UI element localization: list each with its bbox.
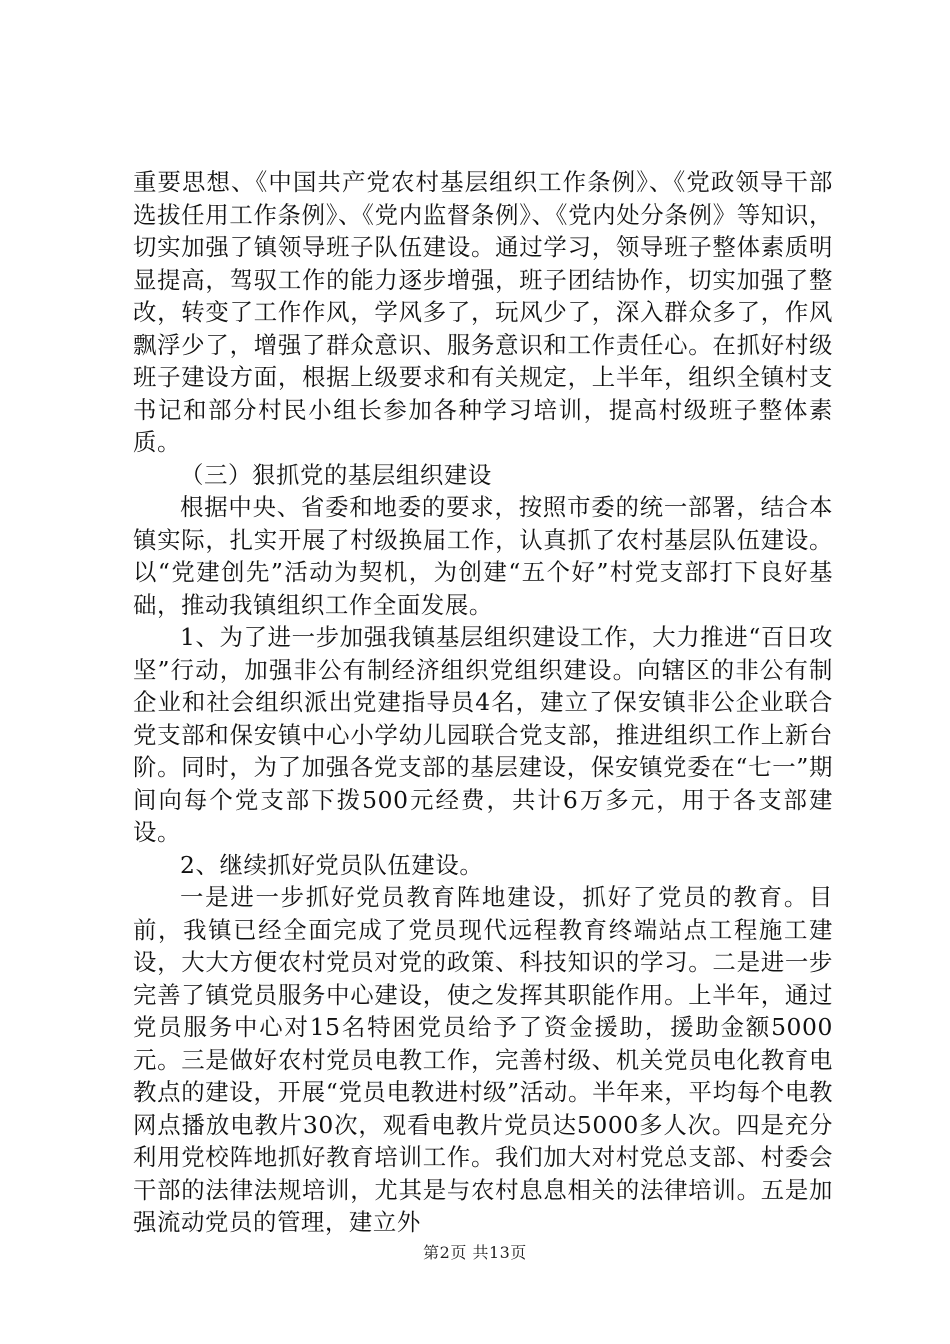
paragraph-5: 一是进一步抓好党员教育阵地建设，抓好了党员的教育。目前，我镇已经全面完成了党员现代远程教育终端站点工程施工建设，大大方便农村党员对党的政策、科技知识的学习。二是进一步完善了镇党员服务中心建设，使之发挥其职能作用。上半年，通过党员服务中心对15名特困党员给予了资金援助，援助金额5000元。三是做好农村党员电教工作，完善村级、机关党员电化教育电教点的建设，开展“党员电教进村级”活动。半年来，平均每个电教网点播放电教片30次，观看电教片党员达5000多人次。四是充分利用党校阵地抓好教育培训工作。我们加大对村党总支部、村委会干部的法律法规培训，尤其是与农村息息相关的法律培训。五是加强流动党员的管理，建立外: [133, 883, 833, 1236]
paragraph-2: 根据中央、省委和地委的要求，按照市委的统一部署，结合本镇实际，扎实开展了村级换届工作，认真抓了农村基层队伍建设。以“党建创先”活动为契机，为创建“五个好”村党支部打下良好基础，推动我镇组织工作全面发展。: [133, 493, 833, 619]
paragraph-1: 重要思想、《中国共产党农村基层组织工作条例》、《党政领导干部选拔任用工作条例》、《党内监督条例》、《党内处分条例》等知识，切实加强了镇领导班子队伍建设。通过学习，领导班子整体素质明显提高，驾驭工作的能力逐步增强，班子团结协作，切实加强了整改，转变了工作作风，学风多了，玩风少了，深入群众多了，作风飘浮少了，增强了群众意识、服务意识和工作责任心。在抓好村级班子建设方面，根据上级要求和有关规定，上半年，组织全镇村支书记和部分村民小组长参加各种学习培训，提高村级班子整体素质。: [133, 168, 833, 456]
page-number-footer: 第2页 共13页: [423, 1243, 527, 1262]
document-body: [133, 166, 833, 1239]
paragraph-4: 2、继续抓好党员队伍建设。: [180, 850, 484, 879]
paragraph-3: 1、为了进一步加强我镇基层组织建设工作，大力推进“百日攻坚”行动，加强非公有制经济组织党组织建设。向辖区的非公有制企业和社会组织派出党建指导员4名，建立了保安镇非公企业联合党支部和保安镇中心小学幼儿园联合党支部，推进组织工作上新台阶。同时，为了加强各党支部的基层建设，保安镇党委在“七一”期间向每个党支部下拨500元经费，共计6万多元，用于各支部建设。: [133, 623, 833, 846]
section-heading-3: （三）狠抓党的基层组织建设: [180, 460, 492, 489]
